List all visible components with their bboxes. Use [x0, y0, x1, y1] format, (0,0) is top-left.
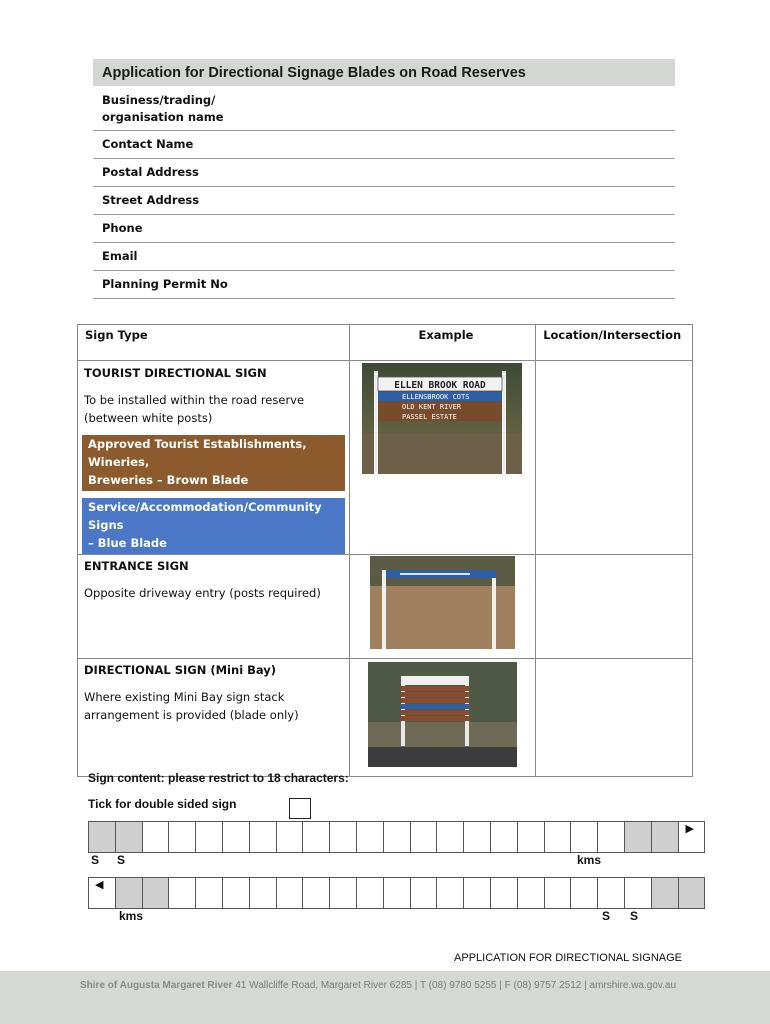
- char-box[interactable]: [303, 822, 330, 853]
- char-box[interactable]: [571, 822, 598, 853]
- char-box[interactable]: [411, 878, 438, 909]
- char-box[interactable]: [89, 822, 116, 853]
- field-planning-permit[interactable]: [93, 271, 675, 299]
- char-box[interactable]: [571, 878, 598, 909]
- tourist-sign-title: TOURIST DIRECTIONAL SIGN: [84, 366, 267, 380]
- entrance-desc: Opposite driveway entry (posts required): [84, 586, 321, 600]
- field-label: Business/trading/: [102, 93, 216, 107]
- field-phone[interactable]: [93, 215, 675, 243]
- char-box[interactable]: [652, 878, 679, 909]
- header-sign-type: Sign Type: [78, 325, 350, 361]
- char-box[interactable]: [223, 878, 250, 909]
- field-label: Contact Name: [102, 137, 194, 151]
- footer-org: Shire of Augusta Margaret River: [80, 980, 233, 991]
- tourist-desc: (between white posts): [84, 411, 213, 425]
- entrance-sign-cell: [78, 555, 350, 659]
- minibay-location-cell[interactable]: [536, 659, 693, 777]
- footer-note: APPLICATION FOR DIRECTIONAL SIGNAGE: [454, 952, 682, 964]
- field-label: Email: [102, 249, 138, 263]
- field-email[interactable]: [93, 243, 675, 271]
- char-box[interactable]: [652, 822, 679, 853]
- header-location: Location/Intersection: [536, 325, 693, 361]
- char-box[interactable]: [116, 822, 143, 853]
- field-label: Street Address: [102, 193, 200, 207]
- sign-content-title: Sign content: please restrict to 18 characters:: [88, 771, 349, 785]
- char-box[interactable]: [518, 878, 545, 909]
- blue-blade-note: Service/Accommodation/Community Signs – Blue Blade: [82, 498, 345, 554]
- char-box[interactable]: [250, 822, 277, 853]
- entrance-location-cell[interactable]: [536, 555, 693, 659]
- field-label: Phone: [102, 221, 143, 235]
- minibay-sign-example: [350, 659, 536, 777]
- char-box[interactable]: [223, 822, 250, 853]
- char-box[interactable]: [143, 822, 170, 853]
- footer-bar: [0, 971, 770, 1024]
- char-box[interactable]: [598, 822, 625, 853]
- char-box[interactable]: [169, 822, 196, 853]
- field-label: organisation name: [102, 110, 224, 124]
- photo-sign-text-4: PASSEL ESTATE: [402, 413, 458, 421]
- char-box[interactable]: [357, 822, 384, 853]
- char-box[interactable]: [545, 822, 572, 853]
- field-label: Planning Permit No: [102, 277, 228, 291]
- arrow-right-box: [679, 822, 706, 853]
- char-box[interactable]: [491, 822, 518, 853]
- entrance-sign-title: ENTRANCE SIGN: [84, 559, 189, 573]
- header-example: Example: [350, 325, 536, 361]
- footer-text: [80, 980, 676, 991]
- sign-content-row-2: [88, 877, 705, 909]
- row1-s-label: S: [117, 853, 126, 867]
- form-title: Application for Directional Signage Blades on Road Reserves: [102, 65, 526, 81]
- char-box[interactable]: [437, 822, 464, 853]
- minibay-sign-title: DIRECTIONAL SIGN (Mini Bay): [84, 663, 277, 677]
- row2-s-label: S: [602, 909, 611, 923]
- minibay-sign-cell: [78, 659, 350, 777]
- brown-blade-note: Approved Tourist Establishments, Wineries, Breweries – Brown Blade: [82, 435, 345, 491]
- char-box[interactable]: [277, 822, 304, 853]
- photo-sign-text-1: ELLEN BROOK ROAD: [394, 380, 487, 391]
- char-box[interactable]: [384, 878, 411, 909]
- tourist-desc: To be installed within the road reserve: [84, 393, 305, 407]
- char-box[interactable]: [411, 822, 438, 853]
- footer-details: 41 Wallcliffe Road, Margaret River 6285 | T (08) 9780 5255 | F (08) 9757 2512 | amrshire.wa.gov.au: [232, 980, 677, 991]
- row1-kms-label: kms: [577, 853, 602, 867]
- char-box[interactable]: [330, 878, 357, 909]
- arrow-left-box: [89, 878, 116, 909]
- arrow-right-icon: ▶: [685, 822, 694, 835]
- char-box[interactable]: [464, 822, 491, 853]
- minibay-desc: Where existing Mini Bay sign stack: [84, 690, 285, 704]
- char-box[interactable]: [330, 822, 357, 853]
- field-contact-name[interactable]: [93, 131, 675, 159]
- sign-type-table: [77, 324, 693, 777]
- char-box[interactable]: [625, 878, 652, 909]
- char-box[interactable]: [169, 878, 196, 909]
- char-box[interactable]: [250, 878, 277, 909]
- char-box[interactable]: [196, 878, 223, 909]
- field-business-name[interactable]: [93, 88, 675, 131]
- char-box[interactable]: [143, 878, 170, 909]
- char-box[interactable]: [196, 822, 223, 853]
- field-label: Postal Address: [102, 165, 199, 179]
- char-box[interactable]: [518, 822, 545, 853]
- minibay-sign-photo: [368, 662, 517, 767]
- char-box[interactable]: [679, 878, 706, 909]
- double-sided-checkbox[interactable]: [289, 798, 311, 819]
- row1-s-label: S: [91, 853, 100, 867]
- field-street-address[interactable]: [93, 187, 675, 215]
- form-title-bar: [93, 59, 675, 86]
- entrance-sign-example: [350, 555, 536, 659]
- tourist-sign-photo: [362, 363, 522, 474]
- entrance-sign-photo: [370, 556, 515, 649]
- char-box[interactable]: [277, 878, 304, 909]
- char-box[interactable]: [464, 878, 491, 909]
- tourist-location-cell[interactable]: [536, 361, 693, 555]
- photo-sign-text-3: OLD KENT RIVER: [402, 403, 462, 411]
- tourist-sign-example: [350, 361, 536, 555]
- arrow-left-icon: ◀: [95, 878, 104, 891]
- char-box[interactable]: [437, 878, 464, 909]
- row2-kms-label: kms: [119, 909, 144, 923]
- double-sided-label: Tick for double sided sign: [88, 797, 237, 811]
- photo-sign-text-2: ELLENSBROOK COTS: [402, 393, 470, 401]
- row2-s-label: S: [630, 909, 639, 923]
- char-box[interactable]: [598, 878, 625, 909]
- field-postal-address[interactable]: [93, 159, 675, 187]
- char-box[interactable]: [116, 878, 143, 909]
- char-box[interactable]: [303, 878, 330, 909]
- char-box[interactable]: [625, 822, 652, 853]
- sign-content-row-1: [88, 821, 705, 853]
- tourist-sign-cell: [78, 361, 350, 555]
- minibay-desc: arrangement is provided (blade only): [84, 708, 299, 722]
- char-box[interactable]: [357, 878, 384, 909]
- char-box[interactable]: [545, 878, 572, 909]
- char-box[interactable]: [491, 878, 518, 909]
- char-box[interactable]: [384, 822, 411, 853]
